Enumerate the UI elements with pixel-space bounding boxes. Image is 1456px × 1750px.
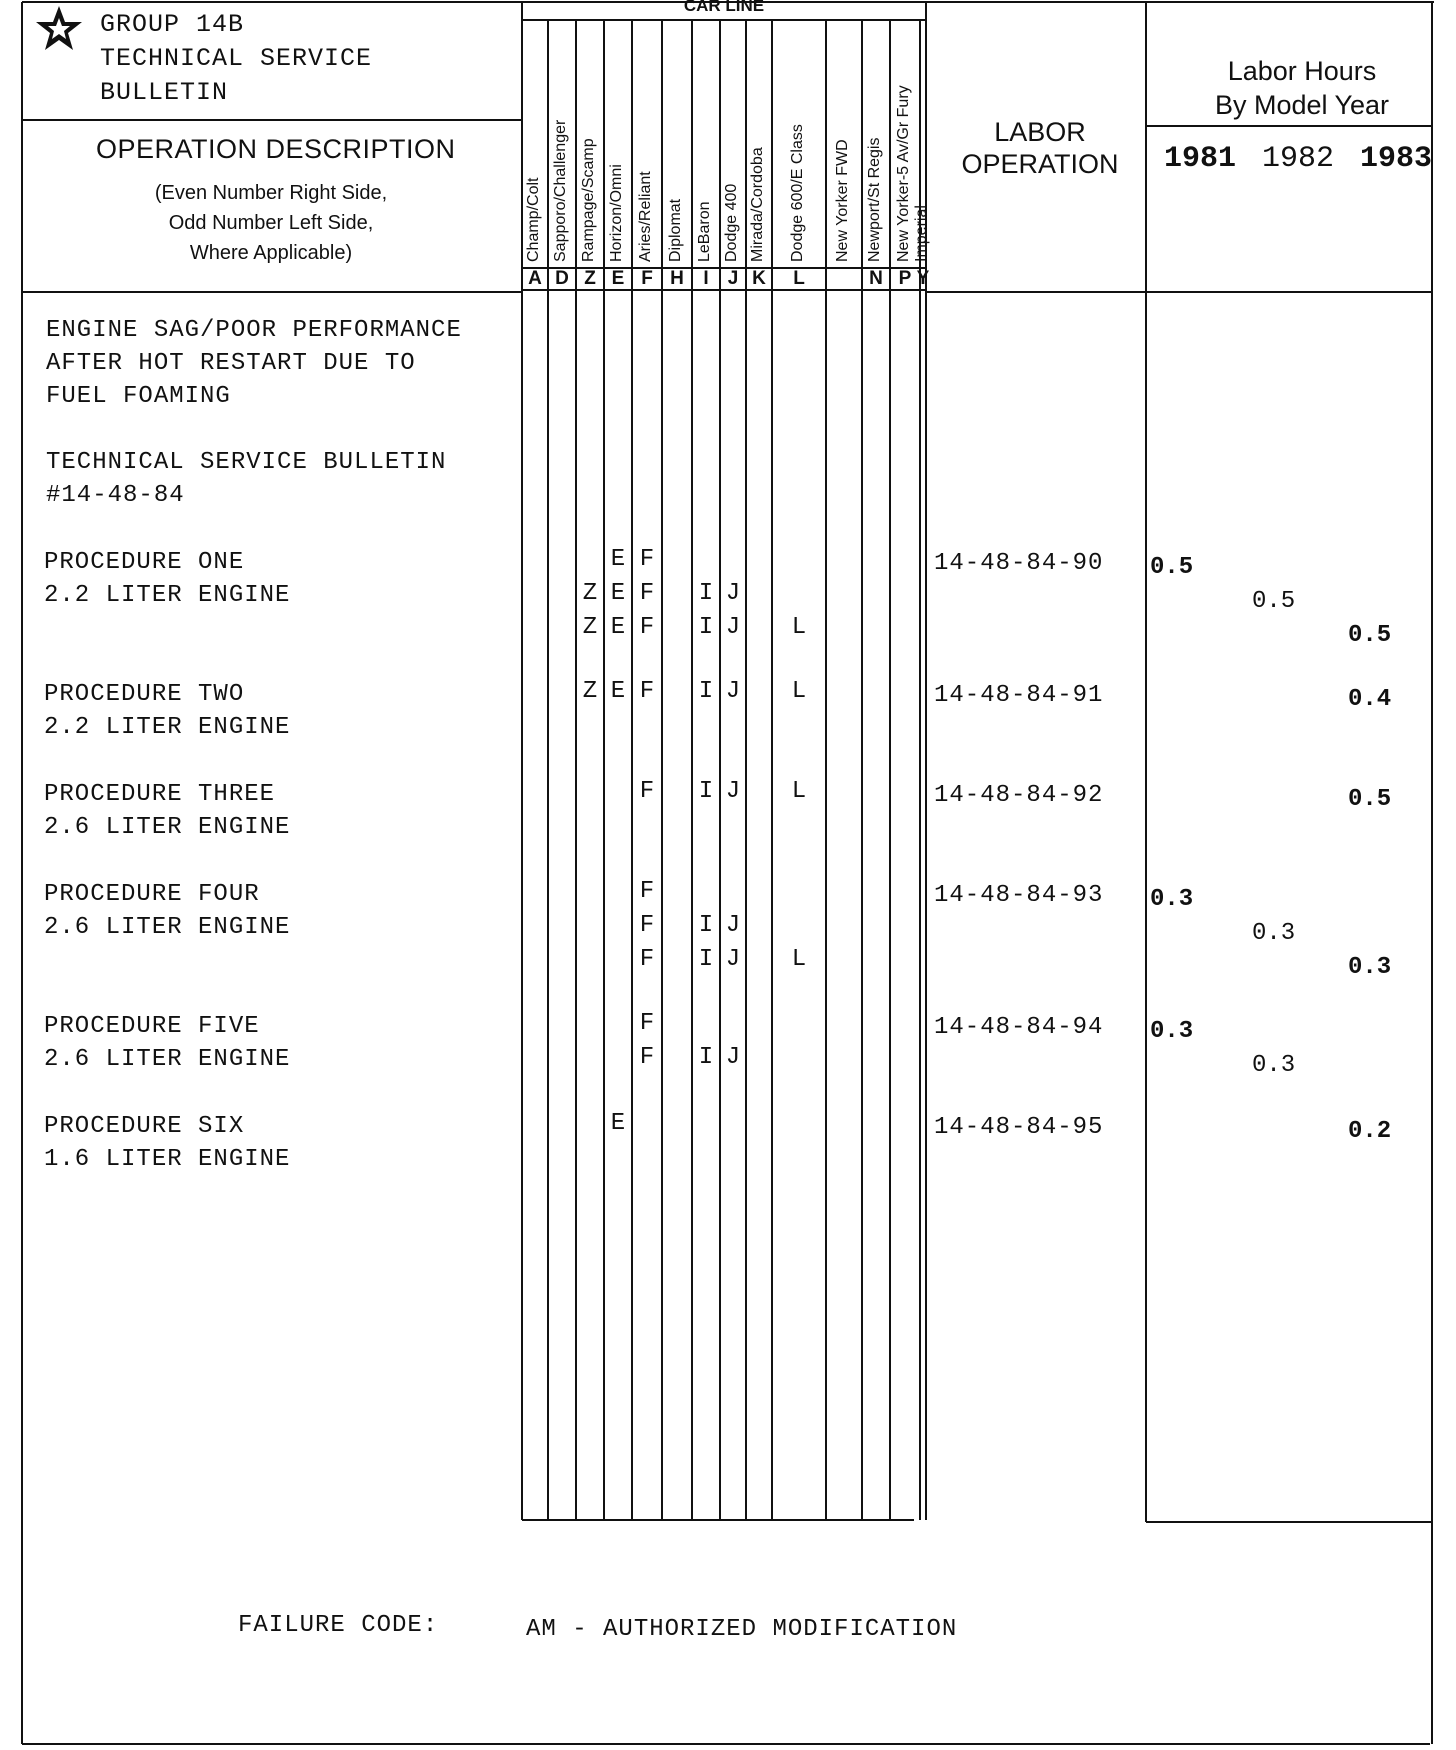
issue-line-1: ENGINE SAG/POOR PERFORMANCE (46, 317, 462, 344)
car-line-code: I (703, 268, 709, 289)
car-line-code: Z (584, 268, 596, 289)
procedure-engine: 2.2 LITER ENGINE (44, 582, 291, 609)
car-line-mark: L (791, 946, 807, 973)
operation-description-note-1: (Even Number Right Side, (154, 182, 388, 204)
car-line-name: New Yorker-5 Av/Gr Fury (895, 85, 912, 262)
tsb-line-1: TECHNICAL SERVICE BULLETIN (46, 449, 447, 476)
operation-description-note-2: Odd Number Left Side, (168, 212, 374, 234)
labor-hours-title-line1: Labor Hours (1227, 56, 1377, 86)
car-line-mark: F (639, 678, 655, 705)
year-1982: 1982 (1262, 142, 1335, 176)
procedure-name: PROCEDURE ONE (44, 549, 245, 576)
car-line-mark: I (698, 946, 714, 973)
procedure-name: PROCEDURE SIX (44, 1113, 245, 1140)
issue-line-2: AFTER HOT RESTART DUE TO (46, 350, 416, 377)
car-line-name: New Yorker FWD (834, 139, 851, 262)
procedure-engine: 1.6 LITER ENGINE (44, 1146, 291, 1173)
car-line-mark: Z (582, 614, 598, 641)
labor-hours-value: 0.5 (1348, 622, 1392, 649)
issue-line-3: FUEL FOAMING (46, 383, 231, 410)
car-line-name: Dodge 600/E Class (789, 124, 806, 262)
car-line-mark: F (639, 878, 655, 905)
car-line-mark: I (698, 1044, 714, 1071)
car-line-mark: F (639, 546, 655, 573)
labor-hours-value: 0.5 (1150, 554, 1194, 581)
car-line-mark: I (698, 678, 714, 705)
labor-hours-value: 0.3 (1252, 920, 1296, 947)
year-1983: 1983 (1360, 142, 1433, 176)
procedure-name: PROCEDURE TWO (44, 681, 245, 708)
car-line-mark: E (610, 580, 626, 607)
procedure-name: PROCEDURE THREE (44, 781, 276, 808)
car-line-mark: Z (582, 678, 598, 705)
labor-hours-value: 0.2 (1348, 1118, 1392, 1145)
procedure-engine: 2.6 LITER ENGINE (44, 814, 291, 841)
car-line-mark: J (725, 1044, 741, 1071)
car-line-mark: E (610, 678, 626, 705)
car-line-code: K (752, 268, 766, 289)
car-line-name: Champ/Colt (525, 177, 542, 262)
labor-operation-code: 14-48-84-95 (934, 1114, 1104, 1141)
failure-code-label: FAILURE CODE: (238, 1612, 439, 1639)
operation-description-note-3: Where Applicable) (189, 242, 353, 264)
car-line-code: J (727, 268, 739, 289)
car-line-mark: I (698, 580, 714, 607)
car-line-mark: I (698, 614, 714, 641)
car-line-mark: Z (582, 580, 598, 607)
labor-operation-code: 14-48-84-92 (934, 782, 1104, 809)
car-line-mark: F (639, 912, 655, 939)
bulletin-title-line2: BULLETIN (100, 78, 229, 107)
labor-operation-title-line2: OPERATION (961, 149, 1119, 179)
car-line-mark: I (698, 912, 714, 939)
car-line-name: Aries/Reliant (637, 171, 654, 262)
car-line-name: Mirada/Cordoba (749, 147, 766, 262)
labor-hours-value: 0.5 (1348, 786, 1392, 813)
car-line-label: CAR LINE (683, 0, 765, 15)
procedure-engine: 2.6 LITER ENGINE (44, 914, 291, 941)
car-line-mark: F (639, 1044, 655, 1071)
tsb-line-2: #14-48-84 (46, 482, 185, 509)
car-line-code: Y (916, 268, 930, 289)
labor-operation-code: 14-48-84-93 (934, 882, 1104, 909)
year-1981: 1981 (1164, 142, 1237, 176)
car-line-mark: J (725, 946, 741, 973)
operation-description-title: OPERATION DESCRIPTION (96, 134, 456, 164)
car-line-mark: E (610, 1110, 626, 1137)
car-line-name: Sapporo/Challenger (552, 119, 569, 262)
car-line-mark: F (639, 946, 655, 973)
bulletin-title-line1: TECHNICAL SERVICE (100, 44, 373, 73)
car-line-code: A (528, 268, 542, 289)
car-line-code: H (670, 268, 684, 289)
car-line-code: L (793, 268, 805, 289)
procedure-engine: 2.6 LITER ENGINE (44, 1046, 291, 1073)
car-line-code: F (641, 268, 653, 289)
car-line-mark: F (639, 614, 655, 641)
car-line-mark: E (610, 546, 626, 573)
car-line-mark: L (791, 678, 807, 705)
car-line-name: Newport/St Regis (866, 137, 883, 262)
car-line-name: LeBaron (696, 201, 713, 262)
car-line-mark: L (791, 614, 807, 641)
procedure-engine: 2.2 LITER ENGINE (44, 714, 291, 741)
car-line-code: P (898, 268, 912, 289)
car-line-mark: J (725, 614, 741, 641)
car-line-name: Imperial (913, 205, 930, 262)
car-line-mark: F (639, 778, 655, 805)
pentastar-logo-icon (33, 4, 85, 56)
failure-code-value: AM - AUTHORIZED MODIFICATION (526, 1616, 958, 1643)
labor-hours-value: 0.3 (1150, 1018, 1194, 1045)
car-line-mark: J (725, 778, 741, 805)
car-line-mark: E (610, 614, 626, 641)
group-label: GROUP 14B (100, 10, 245, 39)
labor-hours-value: 0.3 (1150, 886, 1194, 913)
labor-operation-code: 14-48-84-91 (934, 682, 1104, 709)
car-line-name: Horizon/Omni (608, 164, 625, 262)
car-line-code: D (555, 268, 569, 289)
labor-hours-value: 0.3 (1252, 1052, 1296, 1079)
car-line-code: N (869, 268, 883, 289)
car-line-name: Dodge 400 (723, 183, 740, 262)
car-line-mark: L (791, 778, 807, 805)
labor-hours-value: 0.5 (1252, 588, 1296, 615)
procedure-name: PROCEDURE FIVE (44, 1013, 260, 1040)
labor-hours-title-line2: By Model Year (1214, 90, 1390, 120)
procedure-name: PROCEDURE FOUR (44, 881, 260, 908)
labor-operation-code: 14-48-84-94 (934, 1014, 1104, 1041)
car-line-name: Rampage/Scamp (580, 138, 597, 262)
car-line-name: Diplomat (667, 198, 684, 262)
car-line-mark: F (639, 1010, 655, 1037)
car-line-mark: J (725, 912, 741, 939)
car-line-code: E (611, 268, 625, 289)
labor-operation-code: 14-48-84-90 (934, 550, 1104, 577)
labor-operation-title-line1: LABOR (994, 117, 1086, 147)
car-line-mark: J (725, 678, 741, 705)
labor-hours-value: 0.4 (1348, 686, 1392, 713)
labor-hours-value: 0.3 (1348, 954, 1392, 981)
car-line-mark: I (698, 778, 714, 805)
car-line-mark: F (639, 580, 655, 607)
car-line-mark: J (725, 580, 741, 607)
